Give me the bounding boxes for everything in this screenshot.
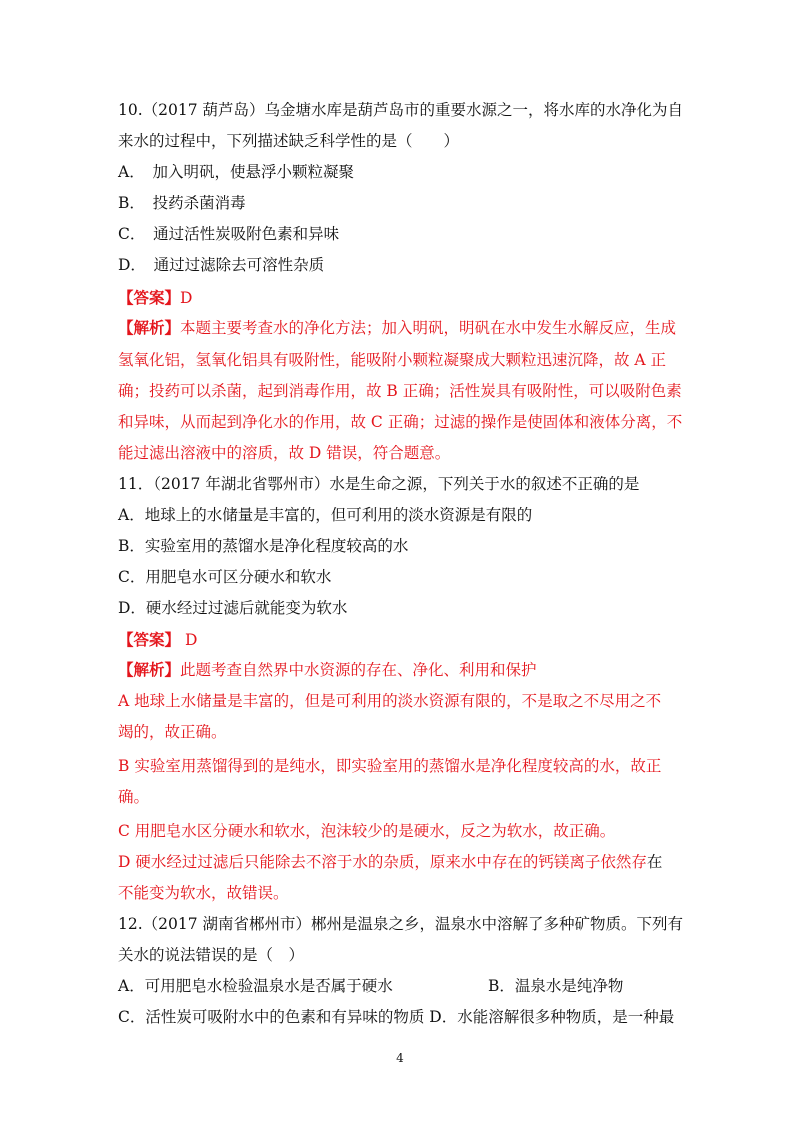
q10-answer-value: D — [180, 289, 193, 307]
q11-analysis-label: 【解析】 — [118, 660, 181, 679]
q11-analysis-line1: A 地球上水储量是丰富的，但是可利用的淡水资源有限的，不是取之不尽用之不 — [118, 692, 662, 710]
q12-stem-line2: 关水的说法错误的是（ ） — [118, 946, 305, 964]
q12-options-ab — [118, 976, 678, 996]
q11-analysis-intro — [118, 660, 537, 680]
q10-option-b: B． 投药杀菌消毒 — [118, 194, 246, 212]
q10-option-c: C． 通过活性炭吸附色素和异味 — [118, 225, 340, 243]
q10-stem-line1: 10.（2017 葫芦岛）乌金塘水库是葫芦岛市的重要水源之一，将水库的水净化为自 — [118, 101, 684, 119]
q10-stem-line2: 来水的过程中，下列描述缺乏科学性的是（ ） — [118, 132, 460, 150]
q10-analysis-text-1: 本题主要考查水的净化方法；加入明矾，明矾在水中发生水解反应，生成 — [180, 319, 677, 337]
q11-option-a: A．地球上的水储量是丰富的，但可利用的淡水资源是有限的 — [118, 506, 533, 524]
q11-answer-value: D — [180, 631, 198, 649]
q12-stem-line1: 12.（2017 湖南省郴州市）郴州是温泉之乡，温泉水中溶解了多种矿物质。下列有 — [118, 915, 684, 933]
q10-analysis-line4: 和异味，从而起到净化水的作用，故 C 正确；过滤的操作是使固体和液体分离，不 — [118, 413, 683, 431]
q10-analysis-line3: 确；投药可以杀菌，起到消毒作用，故 B 正确；活性炭具有吸附性，可以吸附色素 — [118, 382, 682, 400]
q12-options-cd: C．活性炭可吸附水中的色素和有异味的物质 D．水能溶解很多种物质，是一种最 — [118, 1008, 675, 1026]
page-number: 4 — [396, 1051, 404, 1065]
q10-analysis-line2: 氢氧化铝，氢氧化铝具有吸附性，能吸附小颗粒凝聚成大颗粒迅速沉降，故 A 正 — [118, 351, 667, 369]
q10-analysis-line5: 能过滤出溶液中的溶质，故 D 错误，符合题意。 — [118, 444, 451, 462]
q11-analysis-line2: 竭的，故正确。 — [118, 723, 227, 741]
q10-answer — [118, 288, 192, 308]
q11-stem: 11．（2017 年湖北省鄂州市）水是生命之源，下列关于水的叙述不正确的是 — [118, 475, 640, 493]
q11-analysis-line3: B 实验室用蒸馏得到的是纯水，即实验室用的蒸馏水是净化程度较高的水，故正 — [118, 757, 662, 775]
q11-analysis-line6-red: D 硬水经过过滤后只能除去不溶于水的杂质，原来水中存在的钙镁离子依然存 — [118, 853, 647, 871]
q11-option-b: B．实验室用的蒸馏水是净化程度较高的水 — [118, 537, 409, 555]
q11-analysis-intro-text: 此题考查自然界中水资源的存在、净化、利用和保护 — [180, 661, 537, 679]
q11-analysis-line6-black: 在 — [646, 853, 663, 871]
q11-analysis-line7: 不能变为软水，故错误。 — [118, 884, 289, 902]
q10-option-d: D． 通过过滤除去可溶性杂质 — [118, 256, 325, 274]
q11-answer — [118, 630, 197, 650]
q11-analysis-line5: C 用肥皂水区分硬水和软水，泡沫较少的是硬水，反之为软水，故正确。 — [118, 822, 616, 840]
q11-analysis-line4: 确。 — [118, 788, 150, 806]
q10-analysis-label: 【解析】 — [118, 318, 181, 337]
q12-option-b: B．温泉水是纯净物 — [488, 977, 624, 995]
q10-option-a: A． 加入明矾，使悬浮小颗粒凝聚 — [118, 163, 354, 181]
q11-option-c: C．用肥皂水可区分硬水和软水 — [118, 568, 332, 586]
q11-analysis-line6 — [118, 852, 662, 872]
q11-option-d: D．硬水经过过滤后就能变为软水 — [118, 599, 348, 617]
q11-answer-label: 【答案】 — [118, 630, 181, 649]
q12-option-a: A．可用肥皂水检验温泉水是否属于硬水 — [118, 977, 393, 995]
q10-answer-label: 【答案】 — [118, 288, 181, 307]
q10-analysis-line1 — [118, 318, 676, 338]
